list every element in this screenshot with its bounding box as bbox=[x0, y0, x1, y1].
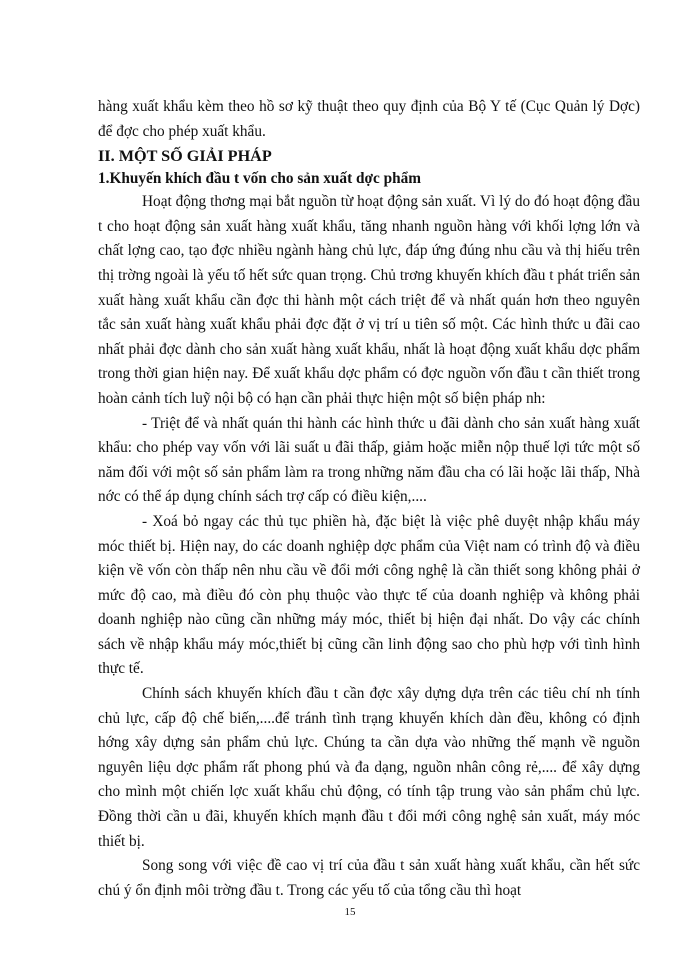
intro-paragraph: hàng xuất khẩu kèm theo hồ sơ kỹ thuật theo quy định của Bộ Y tế (Cục Quản lý Dợc) để đợc cho phép xuất khẩu. bbox=[98, 98, 640, 140]
bullet-paragraph: - Triệt để và nhất quán thi hành các hình thức u đãi dành cho sản xuất hàng xuất khẩu: cho phép vay vốn với lãi suất u đãi thấp, giảm hoặc miễn nộp thuế lợi tức một số năm đối với một số sản phẩm làm ra trong những năm đầu cha có lãi hoặc lãi thấp, Nhà nớc có thể áp dụng chính sách trợ cấp có điều kiện,.... bbox=[98, 414, 640, 506]
bullet-paragraph: - Xoá bỏ ngay các thủ tục phiền hà, đặc biệt là việc phê duyệt nhập khẩu máy móc thiết bị. Hiện nay, do các doanh nghiệp dợc phẩm của Việt nam có trình độ và điều kiện về vốn còn thấp nên nhu cầu về đổi mới công nghệ là cần thiết song không phải ở mức độ cao, mà điều đó còn phụ thuộc vào thực tế của doanh nghiệp và không phải doanh nghiệp nào cũng cần những máy móc, thiết bị hiện đại nhất. Do vậy các chính sách về nhập khẩu máy móc,thiết bị cũng cần linh động sao cho phù hợp với tình hình thực tế. bbox=[98, 512, 640, 678]
section-heading: II. MỘT SỐ GIẢI PHÁP bbox=[98, 147, 272, 166]
page-number: 15 bbox=[344, 906, 356, 918]
document-page bbox=[98, 95, 640, 903]
body-paragraph: Hoạt động thơng mại bắt nguồn từ hoạt động sản xuất. Vì lý do đó hoạt động đầu t cho hoạt động sản xuất hàng xuất khẩu, tăng nhanh nguồn hàng với khối lợng lớn và chất lợng cao, tạo đợc nhiều ngành hàng chủ lực, đáp ứng đúng nhu cầu và thị hiếu trên thị trờng ngoài là yếu tố hết sức quan trọng. Chủ trơng khuyến khích đầu t phát triển sản xuất hàng xuất khẩu cần đợc thi hành một cách triệt để và nhất quán hơn theo nguyên tắc sản xuất hàng xuất khẩu phải đợc đặt ở vị trí u tiên số một. Các hình thức u đãi cao nhất phải đợc dành cho sản xuất hàng xuất khẩu, nhất là hoạt động xuất khẩu dợc phẩm trong thời gian hiện nay. Để xuất khẩu dợc phẩm có đợc nguồn vốn đầu t cần thiết trong hoàn cảnh tích luỹ nội bộ có hạn cần phải thực hiện một số biện pháp nh: bbox=[98, 193, 640, 407]
body-paragraph: Song song với việc đề cao vị trí của đầu t sản xuất hàng xuất khẩu, cần hết sức chú ý ổn định môi trờng đầu t. Trong các yếu tố của tổng cầu thì hoạt bbox=[98, 857, 640, 899]
subsection-heading: 1.Khuyến khích đầu t vốn cho sản xuất dợc phẩm bbox=[98, 170, 421, 188]
body-paragraph: Chính sách khuyến khích đầu t cần đợc xây dựng dựa trên các tiêu chí nh tính chủ lực, cấp độ chế biến,....để tránh tình trạng khuyến khích dàn đều, không có định hớng xây dựng sản phẩm chủ lực. Chúng ta cần dựa vào những thế mạnh về nguồn nguyên liệu dợc phẩm rất phong phú và đa dạng, nguồn nhân công rẻ,.... để xây dựng cho mình một chiến lợc xuất khẩu chủ động, có tính tập trung vào sản phẩm chủ lực. Đồng thời cần u đãi, khuyến khích mạnh đầu t đổi mới công nghệ sản xuất, máy móc thiết bị. bbox=[98, 685, 640, 850]
